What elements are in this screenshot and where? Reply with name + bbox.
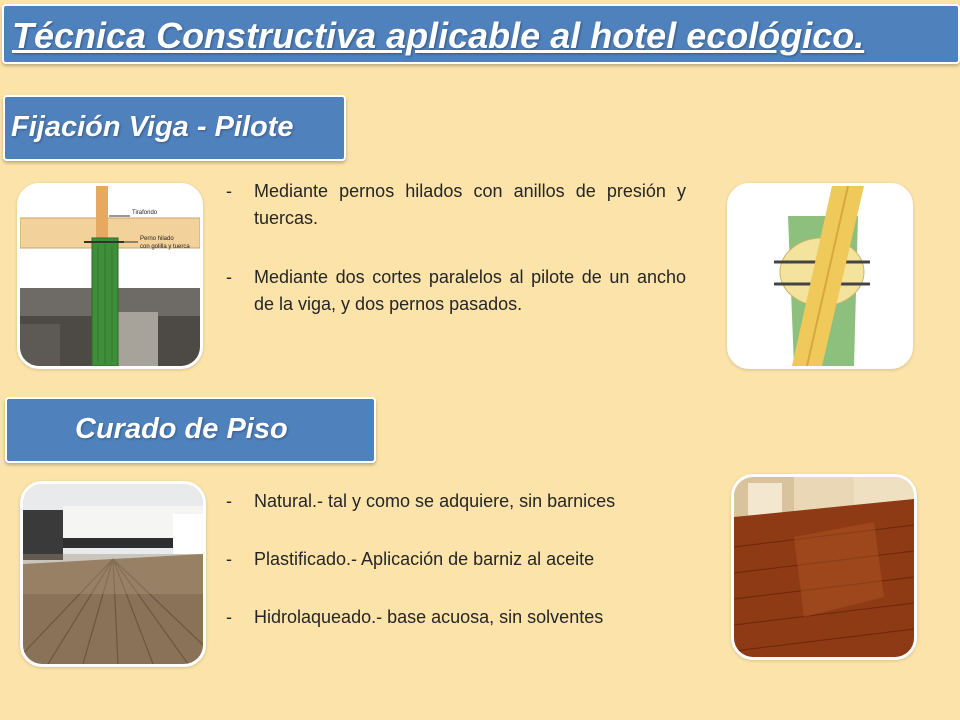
page-title: Técnica Constructiva aplicable al hotel ecológico. [12,15,865,56]
list-item: - Hidrolaqueado.- base acuosa, sin solventes [224,604,704,631]
varnished-wood-floor-image [731,474,917,660]
beam-pile-joint-image [17,183,203,369]
list-item: - Mediante dos cortes paralelos al pilote de un ancho de la viga, y dos pernos pasados. [224,264,686,318]
section-header-curado [5,397,376,463]
natural-wood-floor-image [20,481,206,667]
floor-finish-list [224,488,704,631]
section-title: Curado de Piso [75,413,288,445]
notched-joint-image [727,183,913,369]
diagram-label: Perno hilado [140,236,174,242]
list-item: - Mediante pernos hilados con anillos de presión y tuercas. [224,178,686,232]
diagram-label: Tirafondo [132,210,158,216]
list-item: - Plastificado.- Aplicación de barniz al aceite [224,546,704,573]
section-header-fijacion [3,95,346,161]
list-item: - Natural.- tal y como se adquiere, sin barnices [224,488,704,515]
title-bar [2,4,960,64]
section-title: Fijación Viga - Pilote [11,111,294,143]
fixation-methods-list [224,178,686,318]
diagram-label: con golilla y tuerca [140,244,190,250]
